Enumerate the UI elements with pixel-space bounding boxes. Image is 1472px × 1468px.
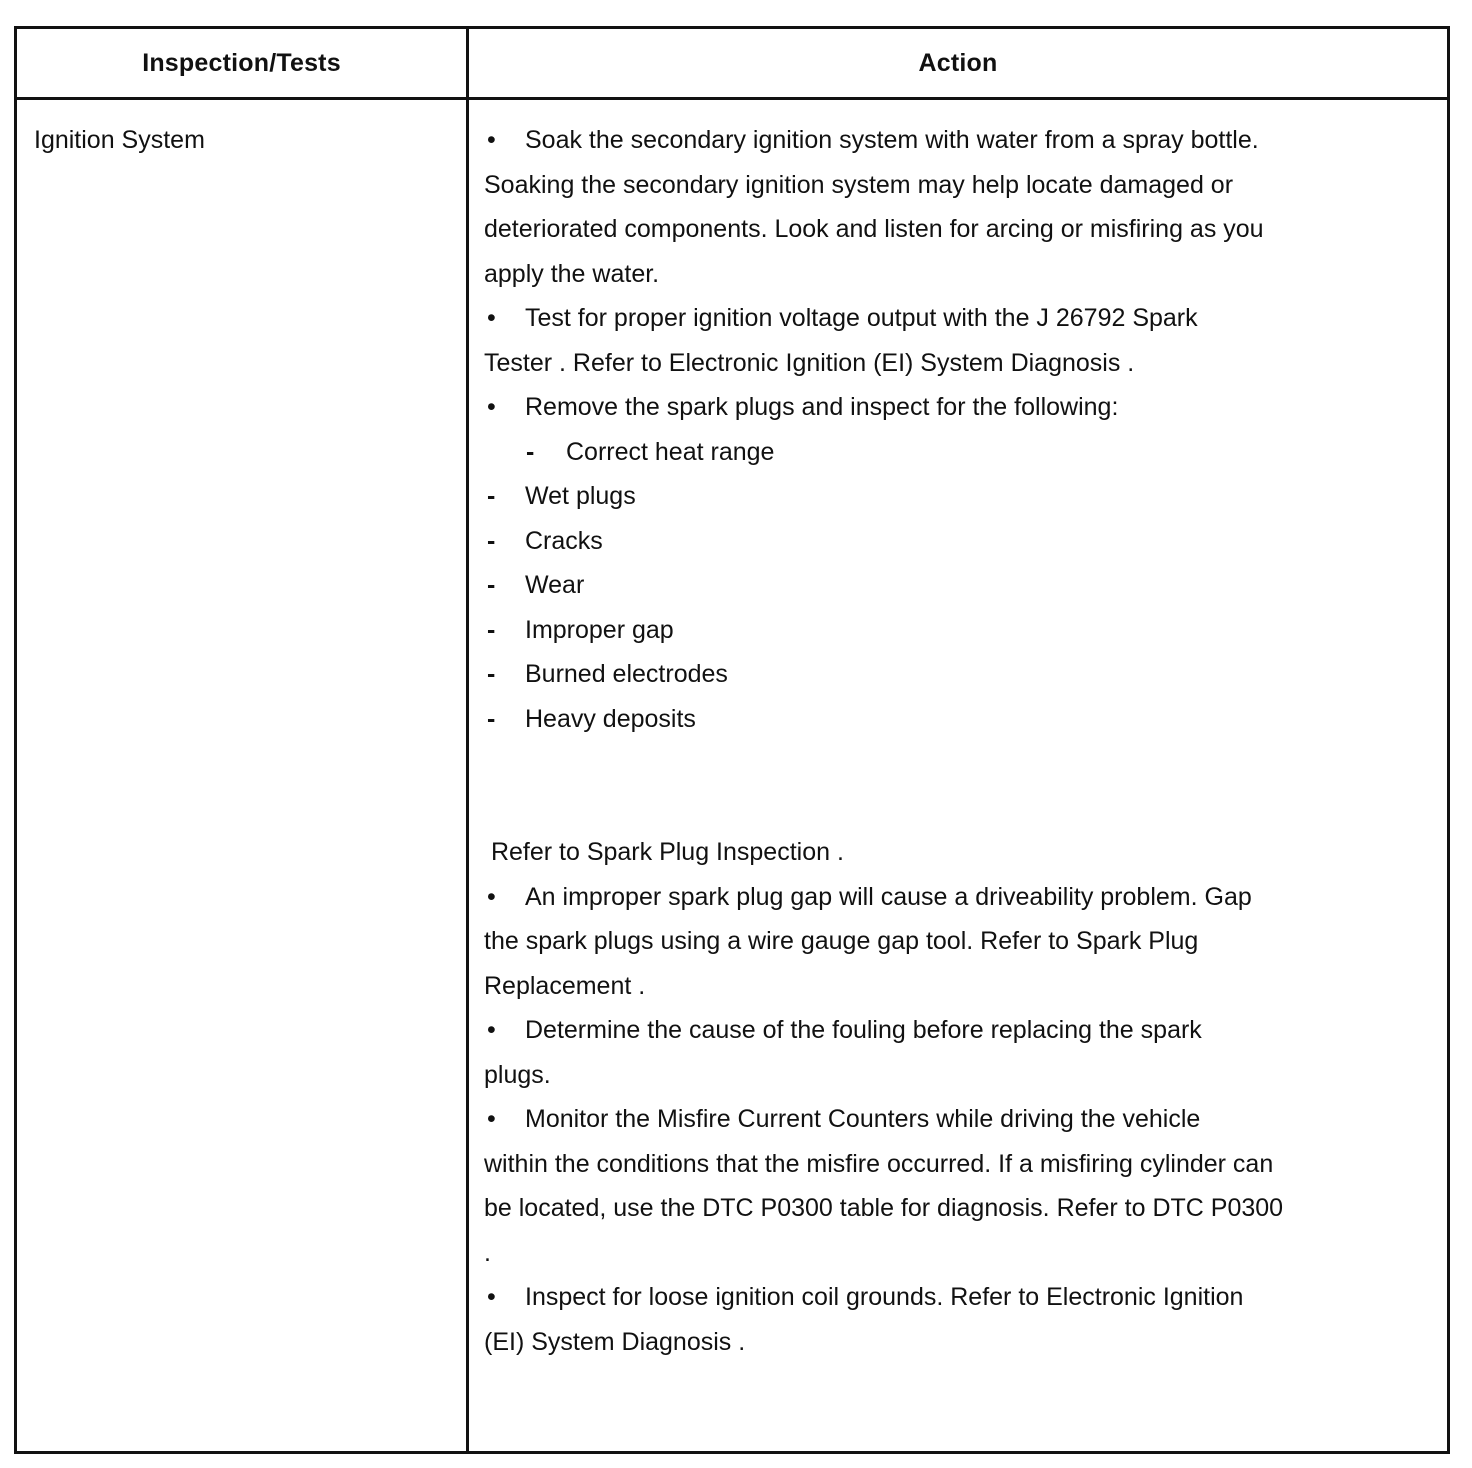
action-text: Wet plugs — [525, 482, 636, 510]
action-text: be located, use the DTC P0300 table for diagnosis. Refer to DTC P0300 — [484, 1194, 1284, 1222]
action-text: Test for proper ignition voltage output with the J 26792 Spark — [525, 304, 1198, 332]
action-text: Monitor the Misfire Current Counters while driving the vehicle — [525, 1105, 1201, 1133]
action-text: Cracks — [525, 526, 603, 555]
action-line — [484, 430, 1384, 475]
dash-marker: - — [487, 660, 496, 688]
action-text: Remove the spark plugs and inspect for the following: — [525, 393, 1119, 421]
action-text: plugs. — [484, 1060, 551, 1089]
action-line — [484, 252, 1384, 297]
action-line — [484, 964, 1384, 1009]
action-line — [484, 608, 1384, 653]
action-cell — [484, 118, 1384, 1364]
bullet-marker: • — [487, 1283, 496, 1311]
action-line — [484, 741, 1384, 786]
action-text: Improper gap — [525, 615, 674, 644]
action-line — [484, 385, 1384, 430]
dash-marker: - — [487, 704, 496, 733]
action-text: Correct heat range — [566, 437, 775, 466]
action-line — [484, 830, 1384, 875]
action-line — [484, 919, 1384, 964]
action-text: An improper spark plug gap will cause a driveability problem. Gap — [525, 882, 1252, 911]
action-line — [484, 474, 1384, 519]
action-text: Burned electrodes — [525, 660, 728, 688]
action-line — [484, 1097, 1384, 1142]
bullet-marker: • — [487, 882, 496, 911]
action-line — [484, 1231, 1384, 1276]
action-text: Wear — [525, 571, 585, 599]
action-line — [484, 1275, 1384, 1320]
action-text: Inspect for loose ignition coil grounds. Refer to Electronic Ignition — [525, 1283, 1244, 1311]
action-line — [484, 875, 1384, 920]
bullet-marker: • — [487, 126, 496, 154]
action-line — [484, 207, 1384, 252]
diagnostic-table — [14, 26, 1450, 1454]
action-text: Replacement . — [484, 971, 646, 1000]
action-text: . — [484, 1238, 491, 1267]
header-divider — [17, 97, 1447, 100]
action-line — [484, 1053, 1384, 1098]
action-line — [484, 786, 1384, 831]
action-text: Determine the cause of the fouling before replacing the spark — [525, 1016, 1202, 1044]
action-line — [484, 652, 1384, 697]
action-line — [484, 563, 1384, 608]
action-line — [484, 296, 1384, 341]
column-divider — [466, 29, 469, 1451]
bullet-marker: • — [487, 304, 496, 332]
action-line — [484, 519, 1384, 564]
action-text: Refer to Spark Plug Inspection . — [484, 838, 844, 866]
header-inspection-tests: Inspection/Tests — [142, 49, 341, 77]
bullet-marker: • — [487, 1016, 496, 1044]
action-line — [484, 697, 1384, 742]
action-text: apply the water. — [484, 259, 660, 288]
action-text: Heavy deposits — [525, 704, 696, 733]
action-line — [484, 118, 1384, 163]
action-text: Soaking the secondary ignition system may help locate damaged or — [484, 170, 1234, 199]
inspection-cell: Ignition System — [34, 126, 205, 154]
header-action: Action — [918, 49, 998, 77]
dash-marker: - — [487, 526, 496, 555]
dash-marker: - — [526, 437, 535, 466]
action-text: the spark plugs using a wire gauge gap tool. Refer to Spark Plug — [484, 927, 1199, 955]
action-text: (EI) System Diagnosis . — [484, 1327, 746, 1356]
bullet-marker: • — [487, 1105, 496, 1133]
action-line — [484, 1008, 1384, 1053]
action-text: Soak the secondary ignition system with water from a spray bottle. — [525, 126, 1259, 154]
dash-marker: - — [487, 615, 496, 644]
action-line — [484, 1186, 1384, 1231]
action-text: within the conditions that the misfire occurred. If a misfiring cylinder can — [484, 1149, 1274, 1178]
action-line — [484, 1142, 1384, 1187]
dash-marker: - — [487, 571, 496, 599]
action-line — [484, 163, 1384, 208]
action-line — [484, 1320, 1384, 1365]
action-text: deteriorated components. Look and listen for arcing or misfiring as you — [484, 215, 1264, 243]
action-text: Tester . Refer to Electronic Ignition (EI) System Diagnosis . — [484, 348, 1135, 377]
action-line — [484, 341, 1384, 386]
bullet-marker: • — [487, 393, 496, 421]
dash-marker: - — [487, 482, 496, 510]
